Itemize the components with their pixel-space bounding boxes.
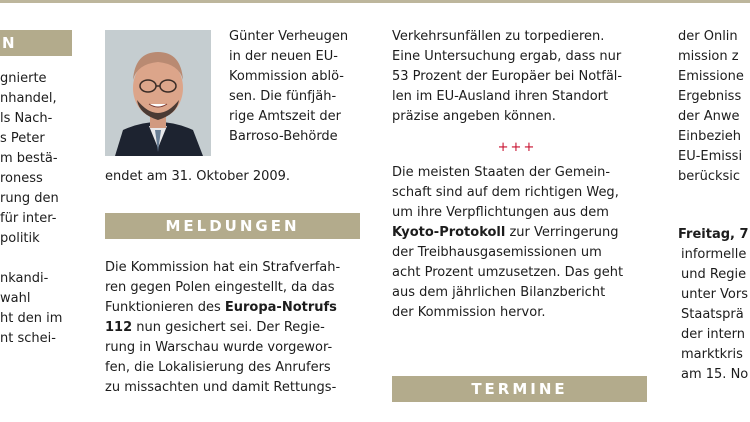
article-line: 53 Prozent der Europäer bei Notfäl-: [392, 69, 623, 84]
text-run: acht Prozent umzusetzen. Das geht: [392, 265, 624, 280]
article-line: gnierte: [0, 71, 47, 86]
article-line: [105, 338, 367, 358]
text-run: ren gegen Polen eingestellt, da das: [105, 280, 335, 295]
article-line: nkandi-: [0, 271, 49, 286]
article-line: Ergebniss: [678, 89, 742, 104]
text-run: Funktionieren des: [105, 300, 225, 315]
section-bar-col1-label: N: [2, 34, 18, 52]
article-line: Staatsprä: [681, 307, 744, 322]
article-line: Verkehrsunfällen zu torpedieren.: [392, 29, 605, 44]
article-line: [105, 378, 367, 398]
article-line: rung den: [0, 191, 59, 206]
section-bar-meldungen-label: MELDUNGEN: [165, 217, 300, 235]
section-bar-termine-label: TERMINE: [471, 380, 568, 398]
article-column-3-bottom: [392, 163, 644, 323]
text-run: zu missachten und damit Rettungs-: [105, 380, 337, 395]
article-line: [392, 283, 644, 303]
article-line: s Peter: [0, 131, 45, 146]
article-text-after-photo: [105, 167, 365, 187]
article-line: unter Vors: [681, 287, 749, 302]
article-line: Eine Untersuchung ergab, dass nur: [392, 49, 622, 64]
article-line: roness: [0, 171, 43, 186]
article-line: [105, 258, 367, 278]
article-line: nt schei-: [0, 331, 56, 346]
bold-term: Europa-Notrufs: [224, 300, 337, 315]
article-line: endet am 31. Oktober 2009.: [105, 169, 291, 184]
article-line: m bestä-: [0, 151, 58, 166]
section-bar-termine: [392, 376, 647, 402]
article-line: am 15. No: [681, 367, 749, 382]
article-line: für inter-: [0, 211, 57, 226]
text-run: fen, die Lokalisierung des Anrufers: [105, 360, 331, 375]
article-line: in der neuen EU-: [229, 49, 338, 64]
article-line: und Regie: [681, 267, 747, 282]
article-line: der intern: [681, 327, 746, 342]
article-line: berücksic: [678, 169, 741, 184]
article-line: [105, 318, 367, 338]
article-line: ht den im: [0, 311, 63, 326]
article-line: Günter Verheugen: [229, 29, 349, 44]
article-line: [392, 223, 644, 243]
bold-term: Kyoto-Protokoll: [392, 225, 506, 240]
article-line: informelle: [681, 247, 747, 262]
portrait-illustration: [105, 30, 211, 156]
article-line: marktkris: [681, 347, 743, 362]
article-separator: +++: [497, 140, 537, 155]
article-line: nhandel,: [0, 91, 57, 106]
article-line: politik: [0, 231, 40, 246]
article-line: [392, 163, 644, 183]
article-line: Emissione: [678, 69, 744, 84]
article-line: [392, 203, 644, 223]
article-line: [105, 358, 367, 378]
article-line: ls Nach-: [0, 111, 53, 126]
article-column-3-top: [392, 27, 644, 127]
section-bar-meldungen: [105, 213, 360, 239]
article-line: [392, 243, 644, 263]
article-line: [0, 249, 72, 269]
article-line: der Anwe: [678, 109, 740, 124]
article-line: [105, 278, 367, 298]
text-run: zur Verringerung: [505, 225, 619, 240]
article-line: EU-Emissi: [678, 149, 743, 164]
portrait-photo: [105, 30, 211, 156]
article-line: [392, 263, 644, 283]
article-line: [105, 298, 367, 318]
meldungen-article: [105, 258, 367, 398]
article-line: der Onlin: [678, 29, 738, 44]
bold-term: 112: [105, 320, 133, 335]
text-run: schaft sind auf dem richtigen Weg,: [392, 185, 619, 200]
article-line: [392, 183, 644, 203]
article-line: präzise angeben können.: [392, 109, 556, 124]
article-column-1: [0, 69, 72, 349]
text-run: nun gesichert sei. Der Regie-: [132, 320, 325, 335]
bold-term: Freitag, 7: [678, 227, 749, 242]
text-run: Die meisten Staaten der Gemein-: [392, 165, 611, 180]
article-line: Einbezieh: [678, 129, 741, 144]
text-run: der Treibhausgasemissionen um: [392, 245, 602, 260]
top-rule: [0, 0, 750, 3]
text-run: der Kommission hervor.: [392, 305, 546, 320]
text-run: rung in Warschau wurde vorgewor-: [105, 340, 333, 355]
article-line: rige Amtszeit der: [229, 109, 342, 124]
text-run: aus dem jährlichen Bilanzbericht: [392, 285, 606, 300]
article-line: [392, 303, 644, 323]
text-run: um ihre Verpflichtungen aus dem: [392, 205, 609, 220]
article-text-beside-photo: [229, 27, 364, 147]
article-line: sen. Die fünfjäh-: [229, 89, 337, 104]
article-line: len im EU-Ausland ihren Standort: [392, 89, 609, 104]
section-bar-col1: [0, 30, 72, 56]
article-line: mission z: [678, 49, 739, 64]
article-line: Kommission ablö-: [229, 69, 344, 84]
text-run: Die Kommission hat ein Strafverfah-: [105, 260, 341, 275]
article-column-4: [678, 27, 750, 385]
article-line: wahl: [0, 291, 31, 306]
article-line: Barroso-Behörde: [229, 129, 338, 144]
